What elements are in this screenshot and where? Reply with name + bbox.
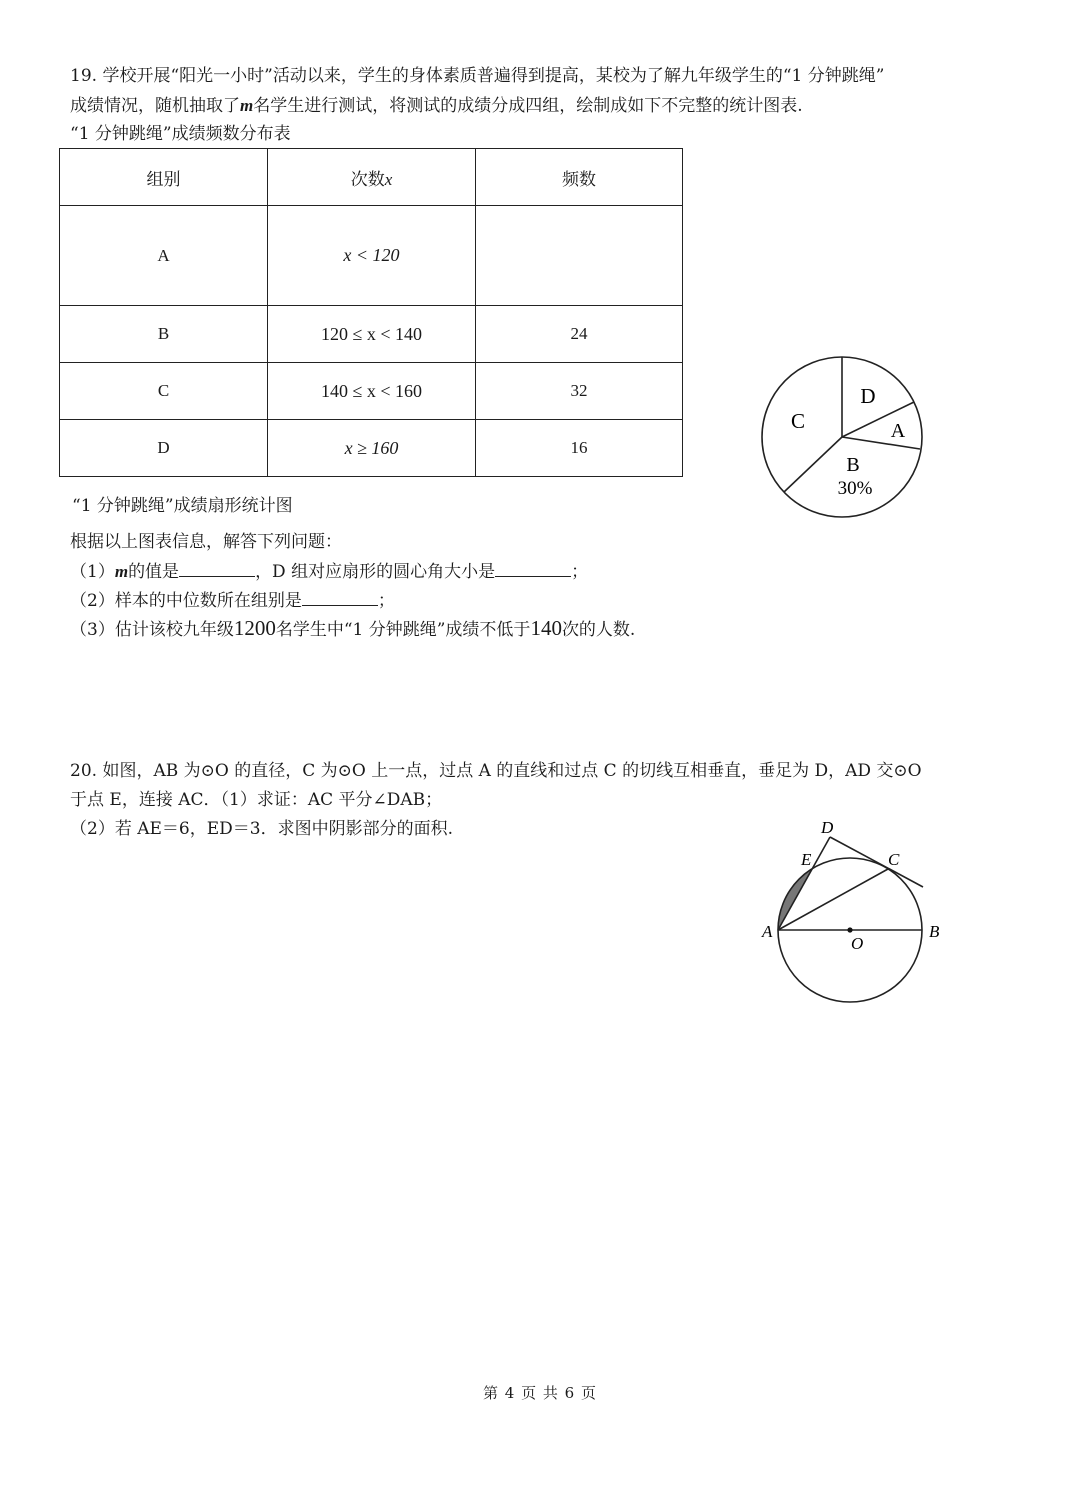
q19-sub3-num1200: 1200 [233,616,276,640]
cell-group: C [60,363,268,420]
center-point-o [847,927,852,932]
q20-line3: （2）若 AE＝6，ED＝3．求图中阴影部分的面积. [70,819,453,839]
cell-freq: 24 [476,306,683,363]
geometry-figure [755,815,955,1015]
q20-line2: 于点 E，连接 AC．（1）求证：AC 平分∠DAB； [70,790,443,810]
table-title: “1 分钟跳绳”成绩频数分布表 [70,124,291,144]
cell-range: x < 120 [268,206,476,306]
table-header-row [60,149,683,206]
q19-sub1-end: ； [571,562,589,582]
header-count-var: x [384,169,393,189]
pie-divider-ab [842,437,920,449]
fig-label-a: A [762,922,773,941]
q19-sub3-text2: 名学生中“1 分钟跳绳”成绩不低于 [275,620,531,640]
table-row [60,363,683,420]
cell-group: D [60,420,268,477]
q19-intro: 根据以上图表信息，解答下列问题： [70,532,342,552]
cell-freq [476,206,683,306]
pie-chart [758,353,928,523]
pie-label-c: C [790,409,806,433]
q19-sub1-text1: 的值是 [128,562,180,582]
q19-sub3-text1: （3）估计该校九年级 [70,620,234,640]
cell-range: 140 ≤ x < 160 [268,363,476,420]
q19-sub2 [70,589,395,612]
q19-line2 [70,95,803,117]
frequency-table [59,148,683,477]
answer-blank-median[interactable] [302,589,378,606]
pie-label-b-percent: 30% [837,478,873,499]
fig-label-o: O [851,934,864,953]
q19-sub1-text2: ，D 组对应扇形的圆心角大小是 [255,562,496,582]
q19-line2-pre: 成绩情况，随机抽取了 [70,96,240,116]
fig-label-b: B [929,922,940,941]
header-group: 组别 [60,149,268,206]
pie-title: “1 分钟跳绳”成绩扇形统计图 [72,496,293,516]
answer-blank-m[interactable] [179,560,255,577]
q19-sub2-text: （2）样本的中位数所在组别是 [70,591,302,611]
tangent-line-dc [830,837,923,887]
q19-sub2-end: ； [377,591,395,611]
pie-label-d: D [860,384,876,408]
cell-range: x ≥ 160 [268,420,476,477]
cell-freq: 16 [476,420,683,477]
fig-label-e: E [801,850,812,869]
q19-line1: 19. 学校开展“阳光一小时”活动以来，学生的身体素质普遍得到提高，某校为了解九年级学生的“1 分钟跳绳” [70,66,885,86]
table-row [60,306,683,363]
cell-group: A [60,206,268,306]
header-frequency: 频数 [476,149,683,206]
header-count-label: 次数 [350,169,385,189]
table-row [60,206,683,306]
fig-label-c: C [888,850,900,869]
cell-freq: 32 [476,363,683,420]
q19-sub3 [70,617,635,641]
answer-blank-angle[interactable] [495,560,571,577]
cell-group: B [60,306,268,363]
q19-line2-post: 名学生进行测试，将测试的成绩分成四组，绘制成如下不完整的统计图表. [253,96,803,116]
q20-line1: 20. 如图，AB 为⊙O 的直径，C 为⊙O 上一点，过点 A 的直线和过点 C 的切线互相垂直，垂足为 D，AD 交⊙O [70,761,922,781]
q19-sub1-num: （1） [70,562,115,582]
q19-sub3-num140: 140 [530,616,562,640]
q19-sub1-var-m: m [114,562,129,581]
q19-sub1 [70,560,588,583]
q19-var-m: m [240,96,254,115]
header-count [268,149,476,206]
q19-sub3-text3: 次的人数. [561,620,636,640]
page-footer: 第 4 页 共 6 页 [483,1384,597,1402]
pie-divider-bc [784,437,842,492]
pie-label-b: B [846,454,860,476]
table-row [60,420,683,477]
fig-label-d: D [821,818,834,837]
cell-range: 120 ≤ x < 140 [268,306,476,363]
pie-label-a: A [890,420,906,442]
